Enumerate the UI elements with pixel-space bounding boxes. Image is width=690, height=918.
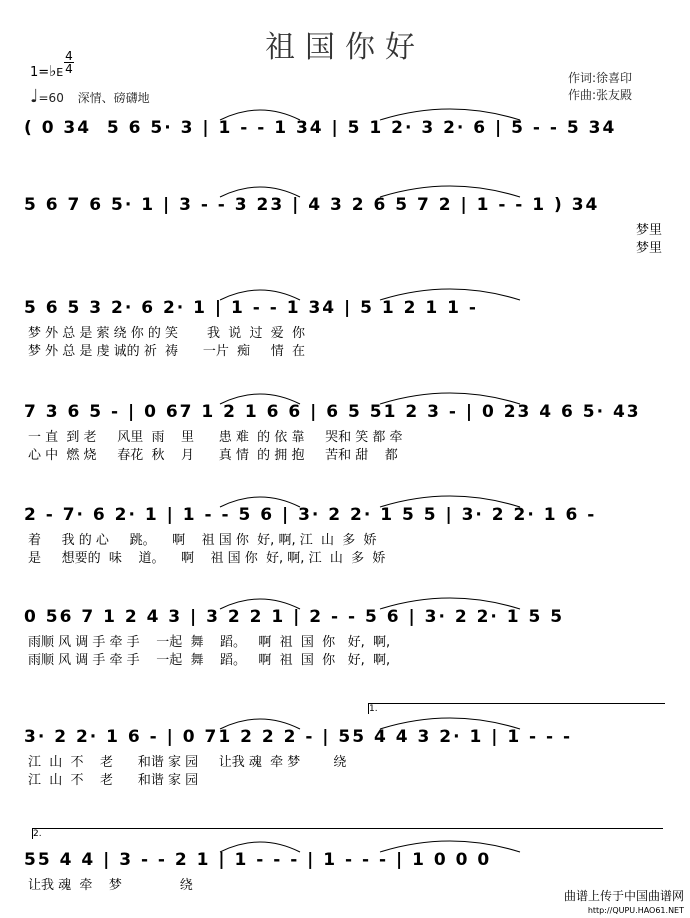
jianpu-notes: 55 4 4 | 3 - - 2 1 | 1 - - - | 1 - - - | 1 0 0 0 bbox=[24, 850, 492, 870]
jianpu-notes: 3· 2 2· 1 6 - | 0 71 2 2 2 - | 55 4 4 3 2· 1 | 1 - - - bbox=[24, 727, 573, 747]
footer-site: 曲谱上传于中国曲谱网 bbox=[563, 889, 684, 903]
quarter-note-icon: ♩ bbox=[30, 86, 39, 107]
tempo-marking: ♩=60 深情、磅礴地 bbox=[30, 86, 150, 107]
lyrics-verse-1: 着 我 的 心 跳。 啊 祖 国 你 好, 啊, 江 山 多 娇 bbox=[28, 533, 377, 548]
jianpu-notes: 7 3 6 5 - | 0 67 1 2 1 6 6 | 6 5 51 2 3 - | 0 23 4 6 5· 43 bbox=[24, 402, 641, 422]
slur-arcs bbox=[0, 384, 690, 414]
staff-line-2 bbox=[0, 195, 690, 255]
jianpu-notes: ( 0 34 5 6 5· 3 | 1 - - 1 34 | 5 1 2· 3 2· 6 | 5 - - 5 34 bbox=[24, 118, 617, 138]
lyrics-verse-1: 让我 魂 牵 梦 绕 bbox=[28, 878, 193, 893]
key-signature: 1=♭E bbox=[30, 62, 64, 80]
jianpu-notes: 2 - 7· 6 2· 1 | 1 - - 5 6 | 3· 2 2· 1 5 5 | 3· 2 2· 1 6 - bbox=[24, 505, 597, 525]
staff-line-5 bbox=[0, 505, 690, 565]
lyrics-verse-1: 一 直 到 老 风里 雨 里 患 难 的 依 靠 哭和 笑 都 牵 bbox=[28, 430, 403, 445]
page-title: 祖国你好 bbox=[265, 30, 425, 65]
lyrics-verse-2: 心 中 燃 烧 春花 秋 月 真 情 的 拥 抱 苦和 甜 都 bbox=[28, 448, 398, 463]
footer-url: http://QUPU.HAO61.NET bbox=[587, 906, 684, 915]
jianpu-notes: 5 6 5 3 2· 6 2· 1 | 1 - - 1 34 | 5 1 2 1 1 - bbox=[24, 298, 478, 318]
time-signature: 4 4 bbox=[65, 49, 73, 76]
composer: 作曲:张友殿 bbox=[568, 88, 633, 102]
slur-arcs bbox=[0, 177, 690, 207]
volta2-bracket: 2. bbox=[32, 828, 663, 839]
lyrics-verse-2: 梦里 bbox=[636, 241, 663, 256]
slur-arcs bbox=[0, 100, 690, 130]
staff-line-3 bbox=[0, 298, 690, 358]
lyrics-verse-1: 梦里 bbox=[636, 223, 663, 238]
staff-line-7 bbox=[0, 727, 690, 787]
volta1-bracket: 1. bbox=[368, 703, 665, 714]
slur-arcs bbox=[0, 487, 690, 517]
lyrics-verse-1: 江 山 不 老 和谐 家 园 让我 魂 牵 梦 绕 bbox=[28, 755, 347, 770]
lyrics-verse-1: 梦 外 总 是 萦 绕 你 的 笑 我 说 过 爱 你 bbox=[28, 326, 306, 341]
jianpu-notes: 5 6 7 6 5· 1 | 3 - - 3 23 | 4 3 2 6 5 7 2 | 1 - - 1 ) 34 bbox=[24, 195, 600, 215]
jianpu-notes: 0 56 7 1 2 4 3 | 3 2 2 1 | 2 - - 5 6 | 3· 2 2· 1 5 5 bbox=[24, 607, 565, 627]
staff-line-1 bbox=[0, 118, 690, 178]
lyrics-verse-2: 雨顺 风 调 手 牵 手 一起 舞 蹈。 啊 祖 国 你 好, 啊, bbox=[28, 653, 391, 668]
lyrics-verse-1: 雨顺 风 调 手 牵 手 一起 舞 蹈。 啊 祖 国 你 好, 啊, bbox=[28, 635, 391, 650]
lyricist: 作词:徐喜印 bbox=[568, 71, 633, 85]
lyrics-verse-2: 梦 外 总 是 虔 诚的 祈 祷 一片 痴 情 在 bbox=[28, 344, 306, 359]
slur-arcs bbox=[0, 280, 690, 310]
staff-line-6 bbox=[0, 607, 690, 667]
lyrics-verse-2: 江 山 不 老 和谐 家 园 bbox=[28, 773, 199, 788]
staff-line-4 bbox=[0, 402, 690, 462]
lyrics-verse-2: 是 想要的 味 道。 啊 祖 国 你 好, 啊, 江 山 多 娇 bbox=[28, 551, 386, 566]
slur-arcs bbox=[0, 589, 690, 619]
